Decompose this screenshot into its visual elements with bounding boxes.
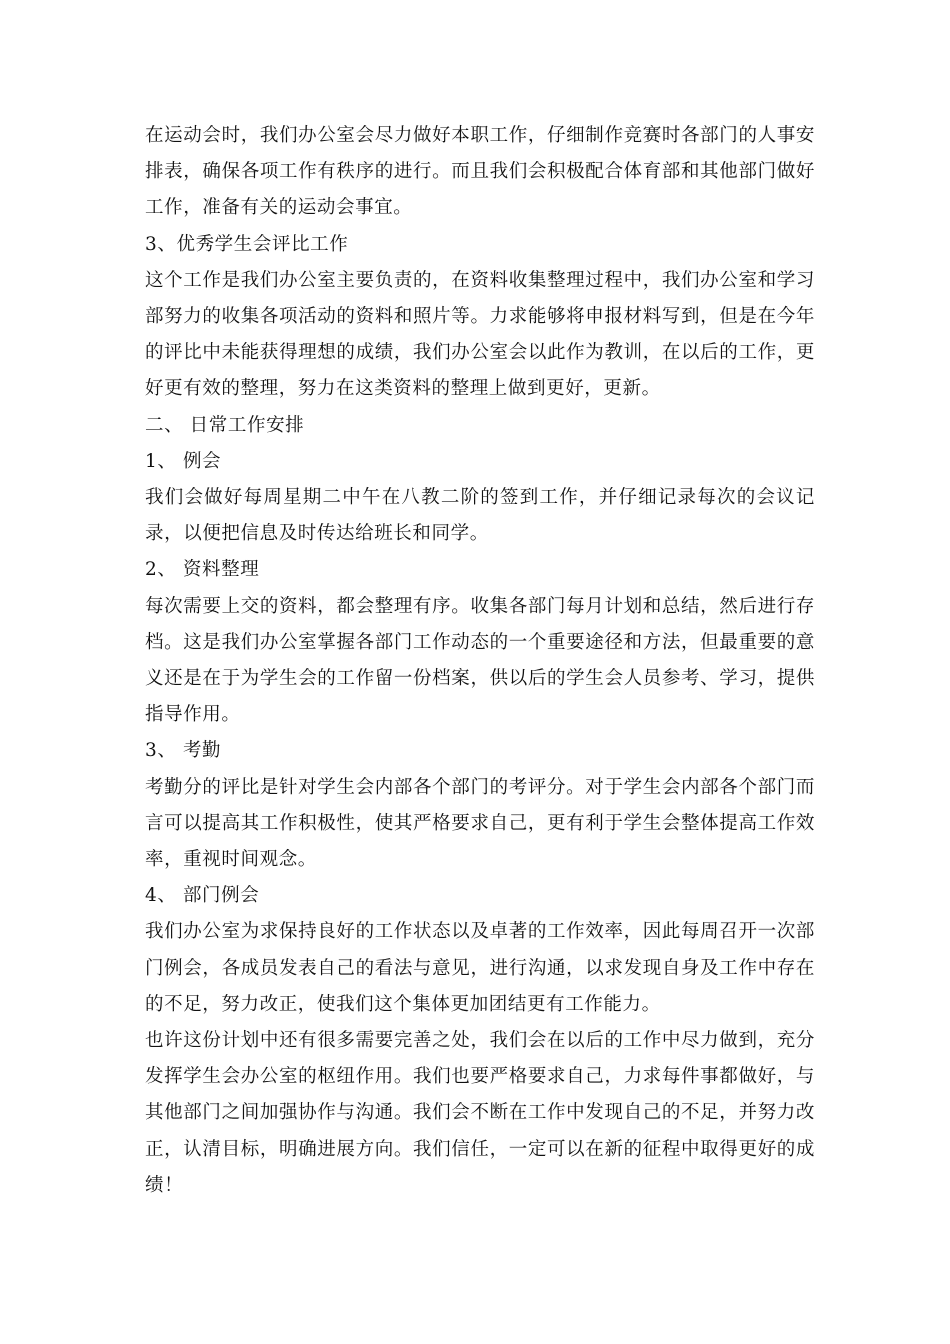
paragraph-document-organization: 每次需要上交的资料，都会整理有序。收集各部门每月计划和总结，然后进行存档。这是我们办公室掌握各部门工作动态的一个重要途径和方法，但最重要的意义还是在于为学生会的工作留一份档案，供以后的学生会人员参考、学习，提供指导作用。 [145,595,815,726]
heading-outstanding-council-evaluation: 3、优秀学生会评比工作 [145,233,349,255]
heading-department-meeting: 4、 部门例会 [145,885,260,907]
paragraph-evaluation-work: 这个工作是我们办公室主要负责的，在资料收集整理过程中，我们办公室和学习部努力的收集各项活动的资料和照片等。力求能够将申报材料写到，但是在今年的评比中未能获得理想的成绩，我们办公室会以此作为教训，在以后的工作，更好更有效的整理，努力在这类资料的整理上做到更好，更新。 [145,269,815,400]
heading-attendance: 3、 考勤 [145,740,222,762]
paragraph-attendance: 考勤分的评比是针对学生会内部各个部门的考评分。对于学生会内部各个部门而言可以提高其工作积极性，使其严格要求自己，更有利于学生会整体提高工作效率，重视时间观念。 [145,776,815,871]
paragraph-sports-meet: 在运动会时，我们办公室会尽力做好本职工作，仔细制作竞赛时各部门的人事安排表，确保各项工作有秩序的进行。而且我们会积极配合体育部和其他部门做好工作，准备有关的运动会事宜。 [145,125,815,219]
heading-regular-meeting: 1、 例会 [145,450,222,472]
paragraph-department-meeting: 我们办公室为求保持良好的工作状态以及卓著的工作效率，因此每周召开一次部门例会，各成员发表自己的看法与意见，进行沟通，以求发现自身及工作中存在的不足，努力改正，使我们这个集体更加团结更有工作能力。 [145,921,815,1015]
paragraph-conclusion: 也许这份计划中还有很多需要完善之处，我们会在以后的工作中尽力做到，充分发挥学生会办公室的枢纽作用。我们也要严格要求自己，力求每件事都做好，与其他部门之间加强协作与沟通。我们会不断在工作中发现自己的不足，并努力改正，认清目标，明确进展方向。我们信任，一定可以在新的征程中取得更好的成绩！ [145,1030,815,1196]
document-body [145,118,815,1204]
heading-daily-work-arrangement: 二、 日常工作安排 [145,414,305,436]
heading-document-organization: 2、 资料整理 [145,559,260,581]
paragraph-regular-meeting: 我们会做好每周星期二中午在八教二阶的签到工作，并仔细记录每次的会议记录，以便把信息及时传达给班长和同学。 [145,487,815,545]
